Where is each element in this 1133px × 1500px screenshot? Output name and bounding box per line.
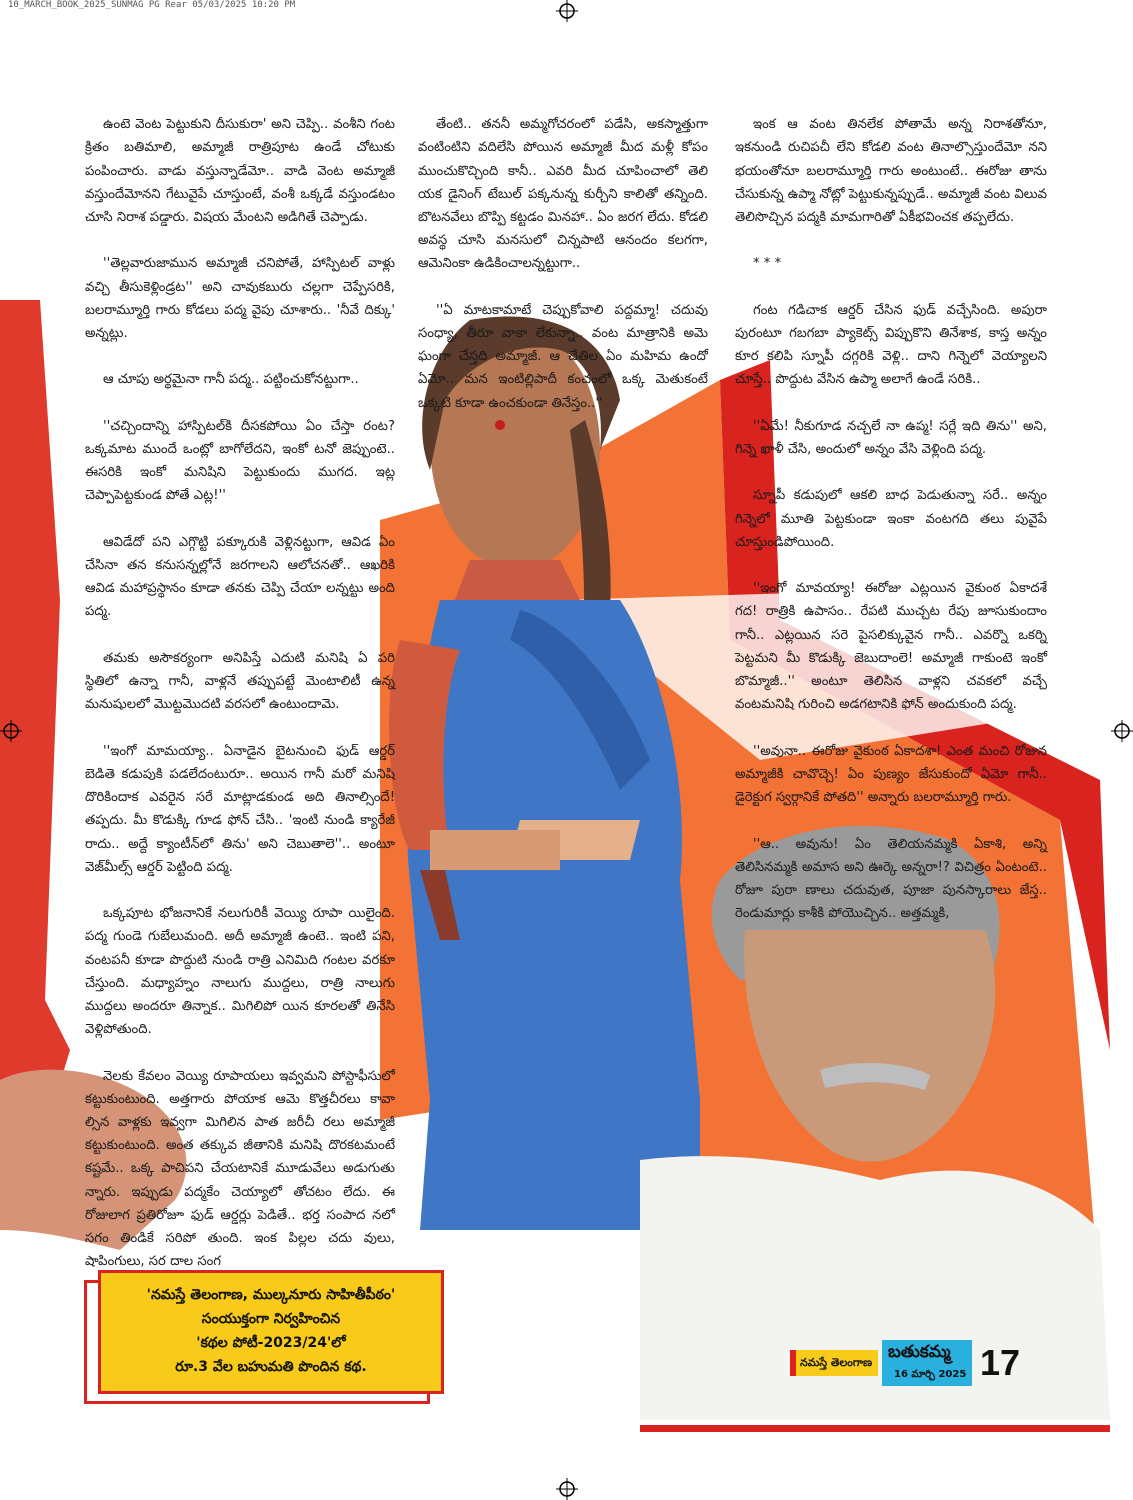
- paragraph: ''ఇంగో మావయ్యా! ఈరోజు ఎట్లయిన వైకుంఠ ఏకాదశే గద! రాత్రికి ఉపాసం.. రేపటి ముచ్చట రేపు జూసుకుందాం గానీ.. ఎట్లయిన సరె పైసలిక్కువైన గానీ.. ఎవర్నొ ఒకర్ని పెట్టమని మీ కొడుక్కి జెబుదాంలె! అమ్మాజీ గాకుంటె ఇంకో బొమ్మాజీ..'' అంటూ తెలిసిన వాళ్లని చవకలో వచ్చే వంటమనిషి గురించి అడగటానికి ఫోన్ అందుకుంది పద్మ.: [735, 581, 1047, 713]
- crosshair-registration-icon: [556, 1478, 578, 1500]
- paragraph: ''ఇంగో మామయ్యా.. ఏనాడైన బైటనుంచి ఫుడ్ ఆర్డర్ బెడితె కడుపుకి పడలేదంటురూ.. అయిన గానీ మరో మనిషి దొరికిందాక ఎవరైన సరే మాట్లాడకుండ అది తినాల్సిందే! తప్పదు. మీ కొడుక్కి గూడ ఫోన్ చేసి.. 'ఇంటి నుండి క్యారేజీ రాదు.. అద్దే క్యాంటీన్‌లో తిను' అని చెబుతాలె''.. అంటూ వెజ్‌మీల్స్ ఆర్డర్ పెట్టింది పద్మ.: [85, 743, 395, 875]
- print-slug: 10_MARCH_BOOK_2025_SUNMAG PG Rear 05/03/2025 10:20 PM: [8, 0, 296, 10]
- paragraph: ''ఆ.. అవును! ఏం తెలియనమ్మకి ఏకాశి, అన్ని తెలిసినమ్మకి అమాస అని ఊర్కె అన్నరా!? విచిత్రం ఏంటంటె.. రోజూ పురా ణాలు చదువుత, పూజా పునస్కారాలు జేస్త.. రెండుమార్లు కాశీకి పోయొచ్చిన.. అత్తమ్మకి,: [735, 836, 1047, 922]
- callout-line: సంయుక్తంగా నిర్వహించిన: [201, 1311, 341, 1327]
- paragraph: ఆవిడేదో పని ఎగ్గొట్టి పక్కూరుకి వెళ్లినట్టుగా, ఆవిడ ఏం చేసినా తన కనుసన్నల్లోనే జరగాలని ఆలోచనతో.. ఆఖరికి ఆవిడ మహాప్రస్థానం కూడా తనకు చెప్పి చేయా లన్నట్టు అంది పద్మ.: [85, 534, 395, 620]
- paragraph: నెలకు కేవలం వెయ్యి రూపాయలు ఇవ్వమని పోస్టాఫీసులో కట్టుకుంటుంది. అత్తగారు పోయాక ఆమె కొత్తచీరలు కావా ల్సిన వాళ్లకు ఇవ్వగా మిగిలిన పాత జరీచీ రలు అమ్మాజీ కట్టుకుంటుంది. అంత తక్కువ జీతానికి మనిషి దొరకటమంటే కష్టమే.. ఒక్క పాచిపని చేయటానికే మూడువేలు అడుగుతు న్నారు. ఇప్పుడు పద్మకేం చెయ్యాలో తోచటం లేదు. ఈ రోజులాగ ప్రతిరోజూ ఫుడ్ ఆర్డర్లు పెడితే.. భర్త సంపాద నలో సగం తిండికే సరిపో తుంది. ఇంక పిల్లల చదు వులు, షాపింగులు, సర దాల సంగ: [85, 1068, 395, 1270]
- newspaper-brand: నమస్తే తెలంగాణ: [790, 1350, 878, 1376]
- article-column-1: [85, 90, 395, 1270]
- paragraph: ''అవునా.. ఈరోజు వైకుంఠ ఏకాదశా! ఎంత మంచి రోజున అమ్మాజీకి చావొచ్చె! ఏం పుణ్యం జేసుకుందో ఏమో గానీ.. డైరెక్టుగ స్వర్గానికే పోతది'' అన్నారు బలరామ్మూర్తి గారు.: [735, 743, 1047, 806]
- magazine-badge: [882, 1340, 972, 1386]
- page-footer: [790, 1340, 1030, 1388]
- paragraph: తమకు అసౌకర్యంగా అనిపిస్తే ఎదుటి మనిషి ఏ పరి స్థితిలో ఉన్నా గానీ, వాళ్లనే తప్పుపట్టే మెంటాలిటీ ఉన్న మనుషులలో మొట్టమొదటి వరసలో ఉంటుందామె.: [85, 650, 395, 713]
- page-number: 17: [980, 1342, 1021, 1383]
- paragraph: ''తెల్లవారుజామున అమ్మాజీ చనిపోతే, హాస్పిటల్ వాళ్లు వచ్చి తీసుకెళ్లిండ్రట'' అని చావుకబురు చల్లగా చెప్పేసరికి, బలరామ్మూర్తి గారు కోడలు పద్మ వైపు చూశారు.. 'నీవే దిక్కు' అన్నట్లు.: [85, 256, 395, 342]
- paragraph: ''ఏ మాటకామాటే చెప్పుకోవాలి పద్దమ్మా! చదువు సంధ్యా, తీరూ వాకా లేకున్నా.. వంట మాత్రానికి అమె ఘంగా చేస్తది అమ్మాజీ. ఆ చేతిల ఏం మహిమ ఉందో ఏమో.. మన ఇంటిల్లిపాదీ కంచంలో ఒక్క మెతుకంటే ఒక్కటి కూడా ఉంచకుండా తినేస్తం..'': [418, 302, 708, 411]
- paragraph: గంట గడిచాక ఆర్డర్ చేసిన ఫుడ్ వచ్చేసింది. అపురా పురంటూ గబగబా ప్యాకెట్స్ విప్పుకొని తినేశాక, కాస్త అన్నం కూర కలిపి స్నూపీ దగ్గరికి వెళ్లి.. దాని గిన్నెలో వెయ్యాలని చూస్తే.. పొద్దుట వేసిన ఉప్మా అలాగే ఉండే సరికి..: [735, 302, 1047, 388]
- paragraph: ఒక్కపూట భోజనానికే నలుగురికీ వెయ్యి రూపా యిలైంది. పద్మ గుండె గుబేలుమంది. అదీ అమ్మాజీ ఉంటె.. ఇంటి పని, వంటపనీ కూడా పొద్దుటి నుండి రాత్రి ఎనిమిది గంటల వరకూ చేస్తుంది. మధ్యాహ్నం నాలుగు ముద్దలు, రాత్రి నాలుగు ముద్దలు అందరూ తిన్నాక.. మిగిలిపో యిన కూరలతో తినేసి వెళ్లిపోతుంది.: [85, 906, 395, 1038]
- paragraph: ఆ చూపు అర్థమైనా గానీ పద్మ.. పట్టించుకోనట్టుగా..: [103, 372, 359, 388]
- crosshair-registration-icon: [0, 720, 22, 742]
- paragraph: స్నూపీ కడుపులో ఆకలి బాధ పెడుతున్నా సరే.. అన్నం గిన్నెలో మూతి పెట్టకుండా ఇంకా వంటగది తలు పువైపే చూస్తుండిపోయింది.: [735, 488, 1047, 550]
- callout-line: 'కథల పోటీ-2023/24'లో: [196, 1335, 346, 1351]
- crosshair-registration-icon: [556, 0, 578, 22]
- bottom-red-stripe: [640, 1425, 1110, 1432]
- magazine-name: బతుకమ్మ: [888, 1342, 951, 1362]
- section-break: * * *: [753, 256, 782, 272]
- paragraph: ''చచ్చిందాన్ని హాస్పిటల్‌కి దీసకపోయి ఏం చేస్తా రంట? ఒక్కమాట ముందే ఒంట్లో బాగోలేదని, ఇంకో టనో జెప్పుంటె.. ఈసరికి ఇంకో మనిషిని పెట్టుకుందు ముగద. ఇట్ల చెప్పాపెట్టకుండ పోతే ఎట్ల!'': [85, 418, 395, 504]
- paragraph: ఇంక ఆ వంట తినలేక పోతామే అన్న నిరాశతోనూ, ఇకనుండి రుచిపచీ లేని కోడలి వంట తినాల్సొస్తుందేమో నని భయంతోనూ బలరామ్మూర్తి గారు అంటుంటే.. ఈరోజు తాను చేసుకున్న ఉప్మా నోట్లో పెట్టుకున్నప్పుడే.. అమ్మాజీ వంట విలువ తెలిసొచ్చిన పద్మకి మామగారితో ఏకీభవించక తప్పలేదు.: [735, 117, 1047, 226]
- article-column-3: [735, 90, 1047, 922]
- issue-date: 16 మార్చి 2025: [894, 1369, 967, 1380]
- crosshair-registration-icon: [1111, 720, 1133, 742]
- article-column-2: [418, 90, 708, 411]
- callout-line: 'నమస్తే తెలంగాణ, ముల్కనూరు సాహితీపీఠం': [146, 1287, 396, 1303]
- contest-callout-box: [98, 1270, 444, 1394]
- paragraph: ''ఏమే! నీకుగూడ నచ్చలే నా ఉప్మ! సర్లే ఇది తిను'' అని, గిన్నె ఖాళీ చేసి, అందులో అన్నం వేసి వెళ్లింది పద్మ.: [735, 418, 1047, 458]
- paragraph: ఉంటె వెంట పెట్టుకుని దీసుకురా' అని చెప్పి.. వంశీని గంట క్రితం బతిమాలి, అమ్మాజీ రాత్రిపూట ఉండే చోటుకు పంపించారు. వాడు వస్తున్నాడేమో.. వాడి వెంట అమ్మాజీ వస్తుందేమోనని గేటువైపే చూస్తుంటే, వంశీ ఒక్కడే వస్తుండటం చూసి నిరాశ పడ్డారు. విషయ మేంటని అడిగితే చెప్పాడు.: [85, 117, 395, 226]
- callout-line: రూ.3 వేల బహుమతి పొందిన కథ.: [175, 1359, 367, 1375]
- paragraph: తేంటి.. తననీ అమ్మగోచరంలో పడేసి, అకస్మాత్తుగా వంటింటిని వదిలేసి పోయిన అమ్మాజీ మీద మళ్లీ కోపం ముంచుకొచ్చింది కానీ.. ఎవరి మీద చూపించాలో తెలి యక డైనింగ్ టేబుల్ పక్కనున్న కుర్చీని కాలితో తన్నింది. బొటనవేలు బొప్పి కట్టడం మినహా.. ఏం జరగ లేదు. కోడలి అవస్థ చూసి మనసులో చిన్నపాటి ఆనందం కలగగా, ఆమెనింకా ఉడికించాలన్నట్టుగా..: [418, 117, 708, 272]
